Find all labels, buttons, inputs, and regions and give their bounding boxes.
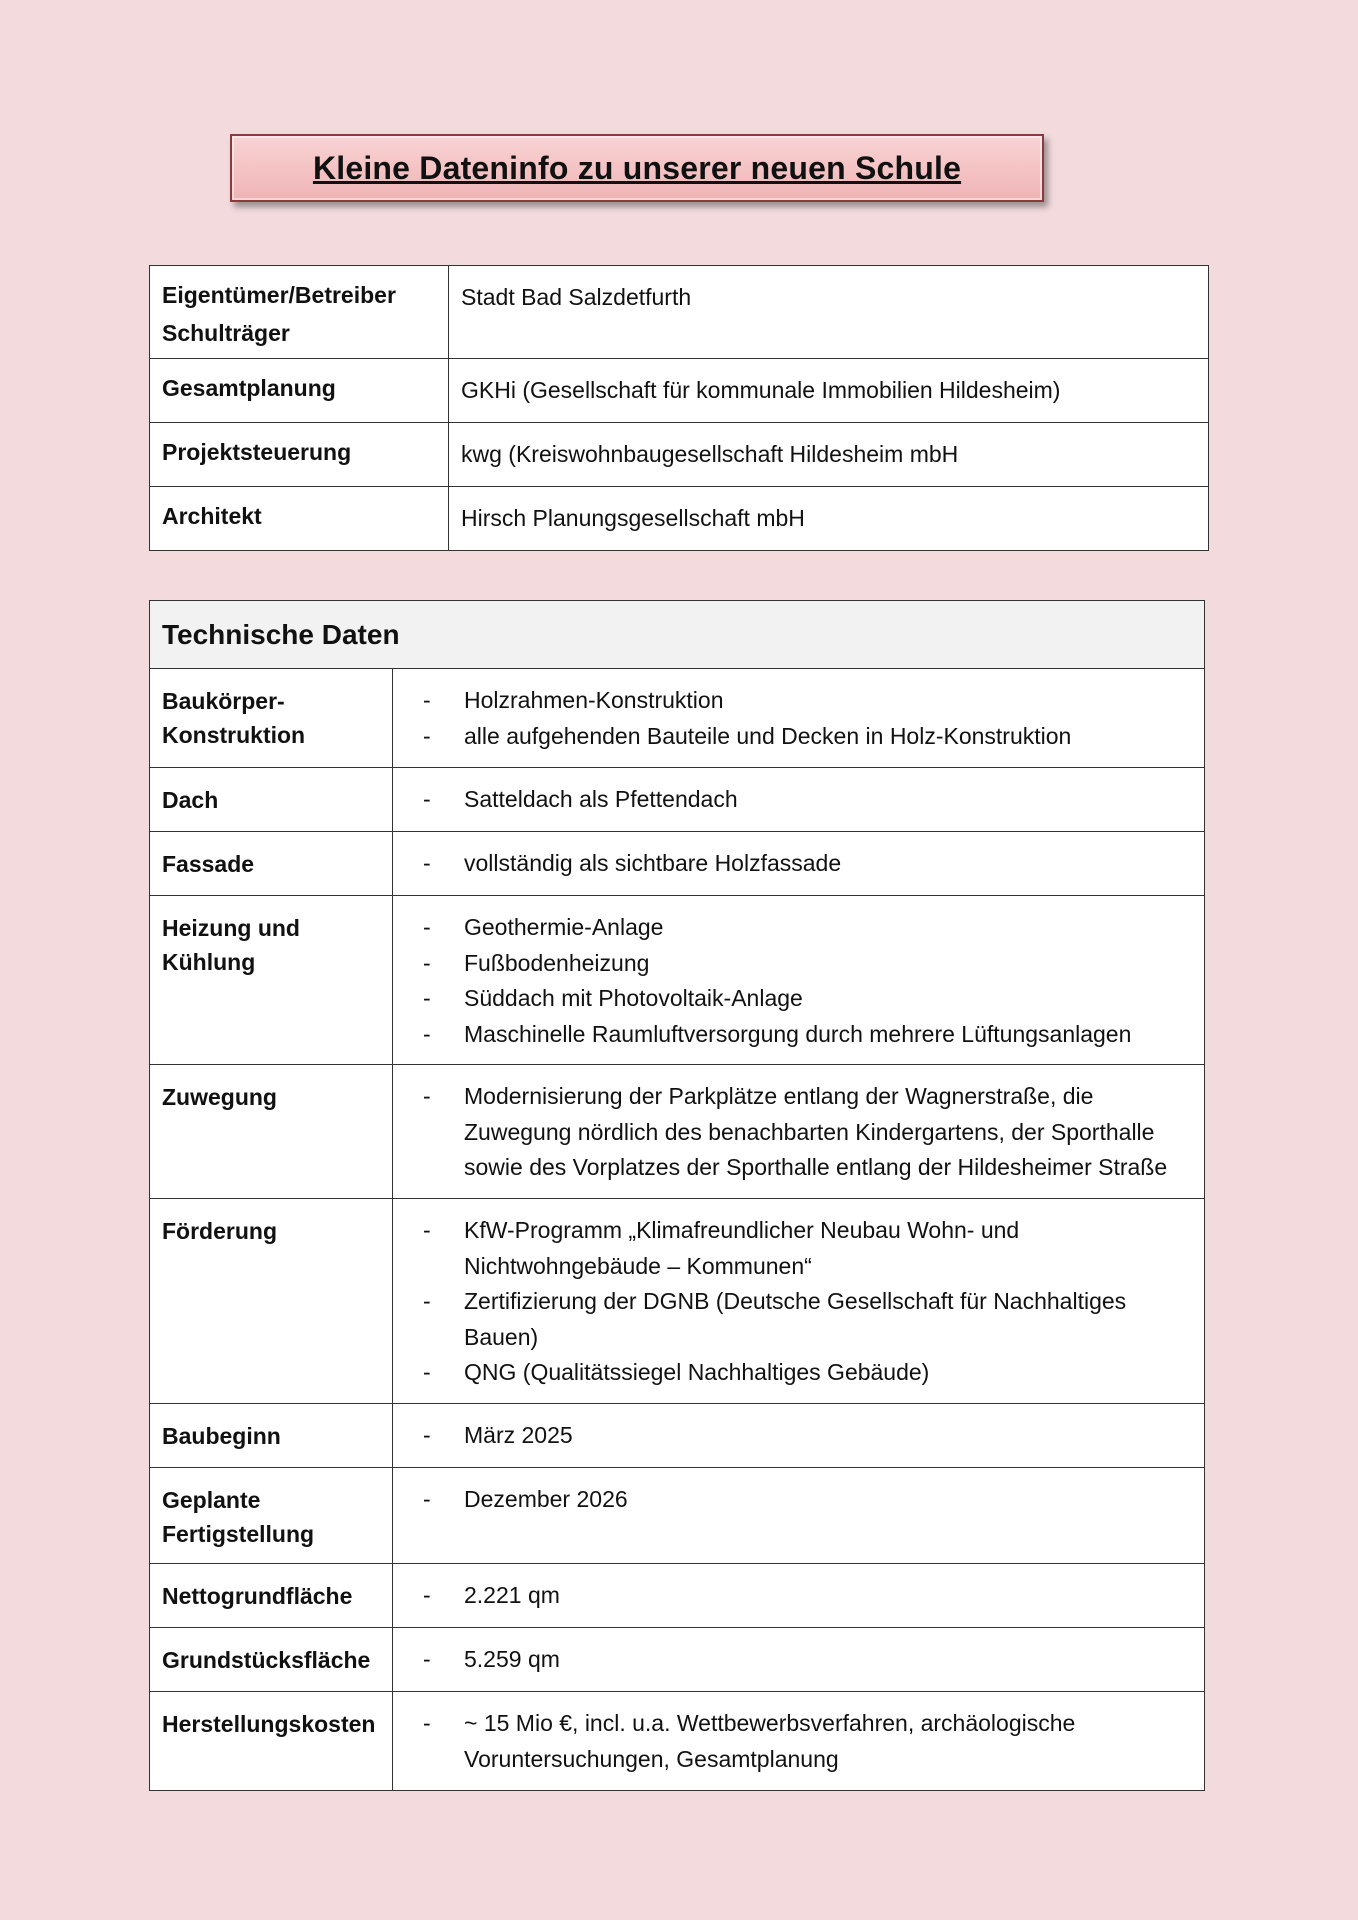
row-value: GKHi (Gesellschaft für kommunale Immobilien Hildesheim) — [449, 359, 1209, 423]
list-item: - Modernisierung der Parkplätze entlang der Wagnerstraße, die Zuwegung nördlich des benachbarten Kindergartens, der Sporthalle sowie des Vorplatzes der Sporthalle entlang der Hildesheimer Straße — [423, 1079, 1184, 1186]
list-item: - Fußbodenheizung — [423, 946, 1184, 982]
table-row — [150, 832, 1205, 896]
list-item: - März 2025 — [423, 1418, 1184, 1454]
table-header-row — [150, 601, 1205, 669]
row-value — [393, 1564, 1205, 1628]
table-row — [150, 423, 1209, 487]
row-label: Zuwegung — [150, 1065, 393, 1199]
bullet-list — [423, 1482, 1184, 1518]
row-value — [393, 768, 1205, 832]
bullet-list — [423, 1079, 1184, 1186]
bullet-list — [423, 683, 1184, 754]
table-row — [150, 359, 1209, 423]
row-label: Fassade — [150, 832, 393, 896]
list-item: - 2.221 qm — [423, 1578, 1184, 1614]
title-box — [230, 134, 1044, 202]
table-row — [150, 1628, 1205, 1692]
row-value — [393, 1065, 1205, 1199]
bullet-list — [423, 846, 1184, 882]
list-item: - alle aufgehenden Bauteile und Decken in Holz-Konstruktion — [423, 719, 1184, 755]
row-label: Herstellungskosten — [150, 1692, 393, 1791]
row-label: Nettogrundfläche — [150, 1564, 393, 1628]
technical-data-body — [150, 669, 1205, 1791]
row-value — [393, 1692, 1205, 1791]
list-item: - 5.259 qm — [423, 1642, 1184, 1678]
list-item: - Zertifizierung der DGNB (Deutsche Gesellschaft für Nachhaltiges Bauen) — [423, 1284, 1184, 1355]
list-item: - vollständig als sichtbare Holzfassade — [423, 846, 1184, 882]
list-item: - Geothermie-Anlage — [423, 910, 1184, 946]
row-label — [150, 266, 449, 359]
row-label: Förderung — [150, 1199, 393, 1404]
row-value — [393, 832, 1205, 896]
bullet-list — [423, 1213, 1184, 1391]
technical-data-table — [149, 600, 1205, 1791]
table-row — [150, 1692, 1205, 1791]
table-row — [150, 487, 1209, 551]
bullet-list — [423, 1706, 1184, 1777]
row-label: Geplante Fertigstellung — [150, 1468, 393, 1564]
bullet-list — [423, 1642, 1184, 1678]
row-value — [393, 1404, 1205, 1468]
table-row — [150, 1199, 1205, 1404]
row-value — [393, 896, 1205, 1065]
list-item: - Süddach mit Photovoltaik-Anlage — [423, 981, 1184, 1017]
list-item: - Dezember 2026 — [423, 1482, 1184, 1518]
row-label: Baubeginn — [150, 1404, 393, 1468]
table-row — [150, 1065, 1205, 1199]
page-title: Kleine Dateninfo zu unserer neuen Schule — [312, 149, 962, 186]
list-item: - ~ 15 Mio €, incl. u.a. Wettbewerbsverfahren, archäologische Voruntersuchungen, Gesamtplanung — [423, 1706, 1184, 1777]
bullet-list — [423, 1578, 1184, 1614]
table-heading: Technische Daten — [150, 601, 1205, 669]
row-label: Architekt — [150, 487, 449, 551]
table-row — [150, 1564, 1205, 1628]
table-row — [150, 896, 1205, 1065]
row-label: Projektsteuerung — [150, 423, 449, 487]
row-value — [393, 669, 1205, 768]
table-row — [150, 768, 1205, 832]
table-row — [150, 669, 1205, 768]
row-label: Dach — [150, 768, 393, 832]
list-item: - Holzrahmen-Konstruktion — [423, 683, 1184, 719]
table-row — [150, 266, 1209, 359]
row-value — [393, 1628, 1205, 1692]
table-row — [150, 1404, 1205, 1468]
bullet-list — [423, 910, 1184, 1052]
row-value: kwg (Kreiswohnbaugesellschaft Hildesheim mbH — [449, 423, 1209, 487]
row-value — [393, 1199, 1205, 1404]
bullet-list — [423, 782, 1184, 818]
row-label: Heizung und Kühlung — [150, 896, 393, 1065]
row-label: Gesamtplanung — [150, 359, 449, 423]
row-label: Grundstücksfläche — [150, 1628, 393, 1692]
row-value: Hirsch Planungsgesellschaft mbH — [449, 487, 1209, 551]
row-value — [393, 1468, 1205, 1564]
owners-table — [149, 265, 1209, 551]
table-row — [150, 1468, 1205, 1564]
list-item: - QNG (Qualitätssiegel Nachhaltiges Gebäude) — [423, 1355, 1184, 1391]
bullet-list — [423, 1418, 1184, 1454]
list-item: - KfW-Programm „Klimafreundlicher Neubau Wohn- und Nichtwohngebäude – Kommunen“ — [423, 1213, 1184, 1284]
list-item: - Satteldach als Pfettendach — [423, 782, 1184, 818]
row-label-text: Eigentümer/Betreiber Schulträger — [162, 282, 396, 346]
row-label: Baukörper-Konstruktion — [150, 669, 393, 768]
row-value: Stadt Bad Salzdetfurth — [449, 266, 1209, 359]
list-item: - Maschinelle Raumluftversorgung durch mehrere Lüftungsanlagen — [423, 1017, 1184, 1053]
